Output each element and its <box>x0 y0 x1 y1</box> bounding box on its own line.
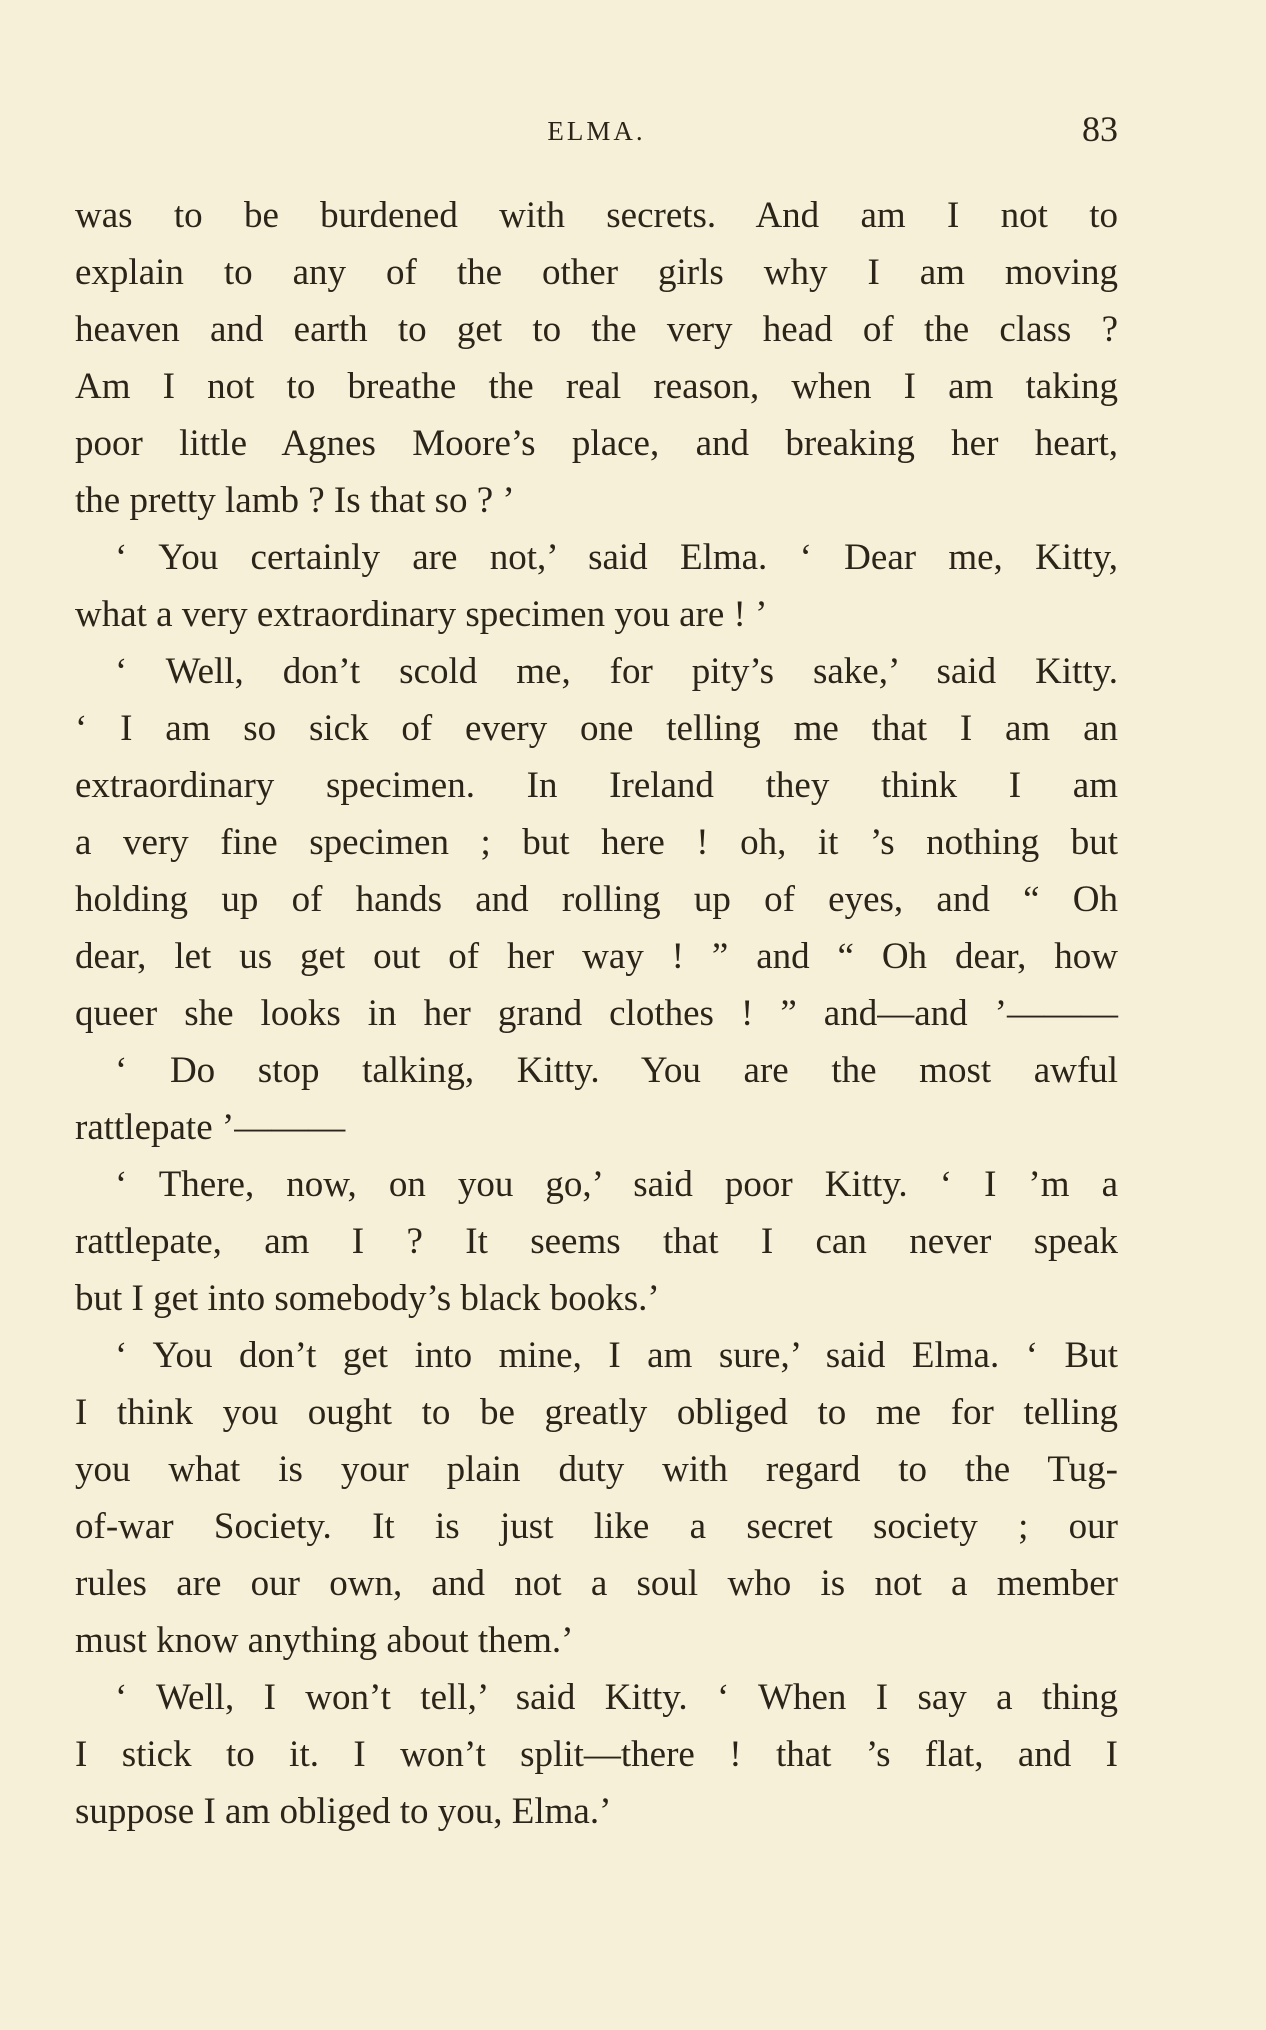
text-line: explain to any of the other girls why I am moving <box>75 252 1118 293</box>
text-line: ‘ I am so sick of every one telling me that I am an <box>75 708 1118 749</box>
text-line: rattlepate ’——— <box>75 1107 346 1148</box>
page-header <box>75 108 1118 152</box>
text-line: but I get into somebody’s black books.’ <box>75 1278 660 1319</box>
text-line: holding up of hands and rolling up of eyes, and “ Oh <box>75 879 1118 920</box>
text-line: I stick to it. I won’t split—there ! that ’s flat, and I <box>75 1734 1118 1775</box>
text-line: I think you ought to be greatly obliged to me for telling <box>75 1392 1118 1433</box>
text-line: must know anything about them.’ <box>75 1620 574 1661</box>
text-line: queer she looks in her grand clothes ! ” and—and ’——— <box>75 993 1118 1034</box>
running-head: ELMA. <box>547 116 646 146</box>
text-line: ‘ There, now, on you go,’ said poor Kitty. ‘ I ’m a <box>115 1164 1118 1205</box>
text-line: heaven and earth to get to the very head of the class ? <box>75 309 1118 350</box>
text-line: a very fine specimen ; but here ! oh, it ’s nothing but <box>75 822 1118 863</box>
text-line: ‘ Well, I won’t tell,’ said Kitty. ‘ When I say a thing <box>115 1677 1118 1718</box>
text-line: ‘ You don’t get into mine, I am sure,’ said Elma. ‘ But <box>115 1335 1118 1376</box>
text-line: rattlepate, am I ? It seems that I can never speak <box>75 1221 1118 1262</box>
text-line: extraordinary specimen. In Ireland they think I am <box>75 765 1118 806</box>
text-line: was to be burdened with secrets. And am I not to <box>75 195 1118 236</box>
text-line: dear, let us get out of her way ! ” and “ Oh dear, how <box>75 936 1118 977</box>
text-line: ‘ Do stop talking, Kitty. You are the most awful <box>115 1050 1118 1091</box>
text-line: suppose I am obliged to you, Elma.’ <box>75 1791 612 1832</box>
text-line: poor little Agnes Moore’s place, and breaking her heart, <box>75 423 1118 464</box>
text-line: ‘ You certainly are not,’ said Elma. ‘ Dear me, Kitty, <box>115 537 1118 578</box>
body-text <box>75 187 1118 1840</box>
text-line: of-war Society. It is just like a secret society ; our <box>75 1506 1118 1547</box>
text-line: the pretty lamb ? Is that so ? ’ <box>75 480 515 521</box>
text-line: rules are our own, and not a soul who is not a member <box>75 1563 1118 1604</box>
text-line: what a very extraordinary specimen you are ! ’ <box>75 594 768 635</box>
text-line: Am I not to breathe the real reason, when I am taking <box>75 366 1118 407</box>
text-line: you what is your plain duty with regard to the Tug- <box>75 1449 1118 1490</box>
text-line: ‘ Well, don’t scold me, for pity’s sake,’ said Kitty. <box>115 651 1118 692</box>
page-number: 83 <box>1082 109 1118 149</box>
